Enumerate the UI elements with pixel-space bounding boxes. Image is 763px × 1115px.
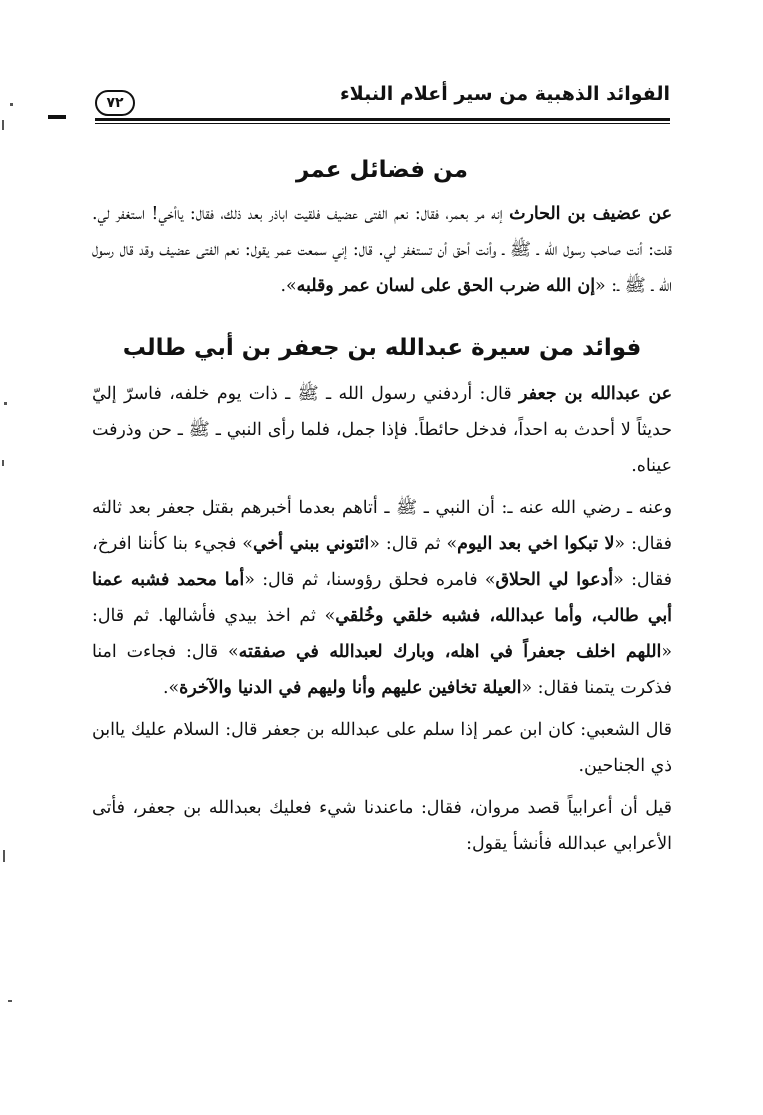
scan-mark (2, 120, 4, 130)
scan-mark (3, 850, 5, 862)
paragraph-text: » ثم اخذ بيدي فأشالها. ثم قال: « (92, 606, 672, 662)
hadith-quote: العيلة تخافين عليهم وأنا وليهم في الدنيا والآخرة (179, 678, 522, 698)
header-rule (95, 118, 670, 121)
paragraph-udaif (92, 196, 672, 304)
page-content (92, 148, 672, 862)
book-title: الفوائد الذهبية من سير أعلام النبلاء (339, 83, 670, 105)
paragraph-text: وعنه ـ رضي الله عنه ـ: أن النبي ـ ﷺ ـ أتاهم بعدما أخبرهم بقتل جعفر بعد ثالثه فقال: « (92, 498, 672, 554)
hadith-quote: ائتوني ببني أخي (252, 534, 370, 554)
paragraph-text: ». (162, 678, 180, 698)
paragraph-text: » فامره فحلق رؤوسنا، ثم قال: « (244, 570, 496, 590)
paragraph-text: قال: أردفني رسول الله ـ ﷺ ـ ذات يوم خلفه، فاسرّ إليّ حديثاً لا أحدث به احداً، فدخل حائطاً. فإذا جمل، فلما رأى النبي ـ ﷺ ـ حن وذرفت عيناه. (92, 384, 672, 476)
paragraph-shabi: قال الشعبي: كان ابن عمر إذا سلم على عبدالله بن جعفر قال: السلام عليك ياابن ذي الجناحين. (92, 720, 672, 776)
scan-mark (4, 402, 7, 405)
paragraph-text: ». (280, 276, 297, 296)
paragraph-text: إنه مر بعمر، فقال: نعم الفتى عضيف فلقيت اباذر بعد ذلك، فقال: ياأخي! استغفر لي. قلت: أنت صاحب رسول الله ـ ﷺ ـ وأنت أحق أن تستغفر لي. قال: إني سمعت عمر يقول: نعم الفتى عضيف وقد قال رسول الله ـ ﷺ ـ: « (92, 204, 672, 296)
paragraph-abdullah-1 (92, 376, 672, 484)
hadith-quote: أدعوا لي الحلاق (495, 570, 614, 590)
page-number: ٧٢ (95, 90, 135, 116)
paragraph-abdullah-2 (92, 490, 672, 706)
paragraph-text: » قال: فجاءت امنا فذكرت يتمنا فقال: « (92, 642, 672, 698)
header-rule-thin (95, 123, 670, 124)
paragraph-text: » فجيء بنا كأننا افرخ، فقال: « (92, 534, 672, 590)
narrator-name: عن عضيف بن الحارث (509, 204, 672, 224)
scan-mark (8, 1000, 12, 1002)
scan-mark (2, 460, 4, 466)
paragraph-text: » ثم قال: « (369, 534, 458, 554)
hadith-quote: اللهم اخلف جعفراً في اهله، وبارك لعبدالله في صفقته (238, 642, 662, 662)
hadith-quote: أما محمد فشبه عمنا أبي طالب، وأما عبدالله، فشبه خلقي وخُلقي (92, 570, 672, 626)
running-header (95, 82, 670, 116)
hadith-quote: إن الله ضرب الحق على لسان عمر وقلبه (296, 276, 596, 296)
section-title-virtues-of-umar: من فضائل عمر (296, 157, 468, 183)
section-title-abdullah-bin-jafar: فوائد من سيرة عبدالله بن جعفر بن أبي طالب (122, 335, 642, 361)
hadith-quote: لا تبكوا اخي بعد اليوم (457, 534, 615, 554)
narrator-name: عن عبدالله بن جعفر (519, 384, 672, 404)
scan-mark (10, 103, 13, 106)
paragraph-bedouin: قيل أن أعرابياً قصد مروان، فقال: ماعندنا شيء فعليك بعبدالله بن جعفر، فأتى الأعرابي عبدالله فأنشأ يقول: (92, 798, 672, 854)
header-ornament-dash (48, 115, 66, 119)
